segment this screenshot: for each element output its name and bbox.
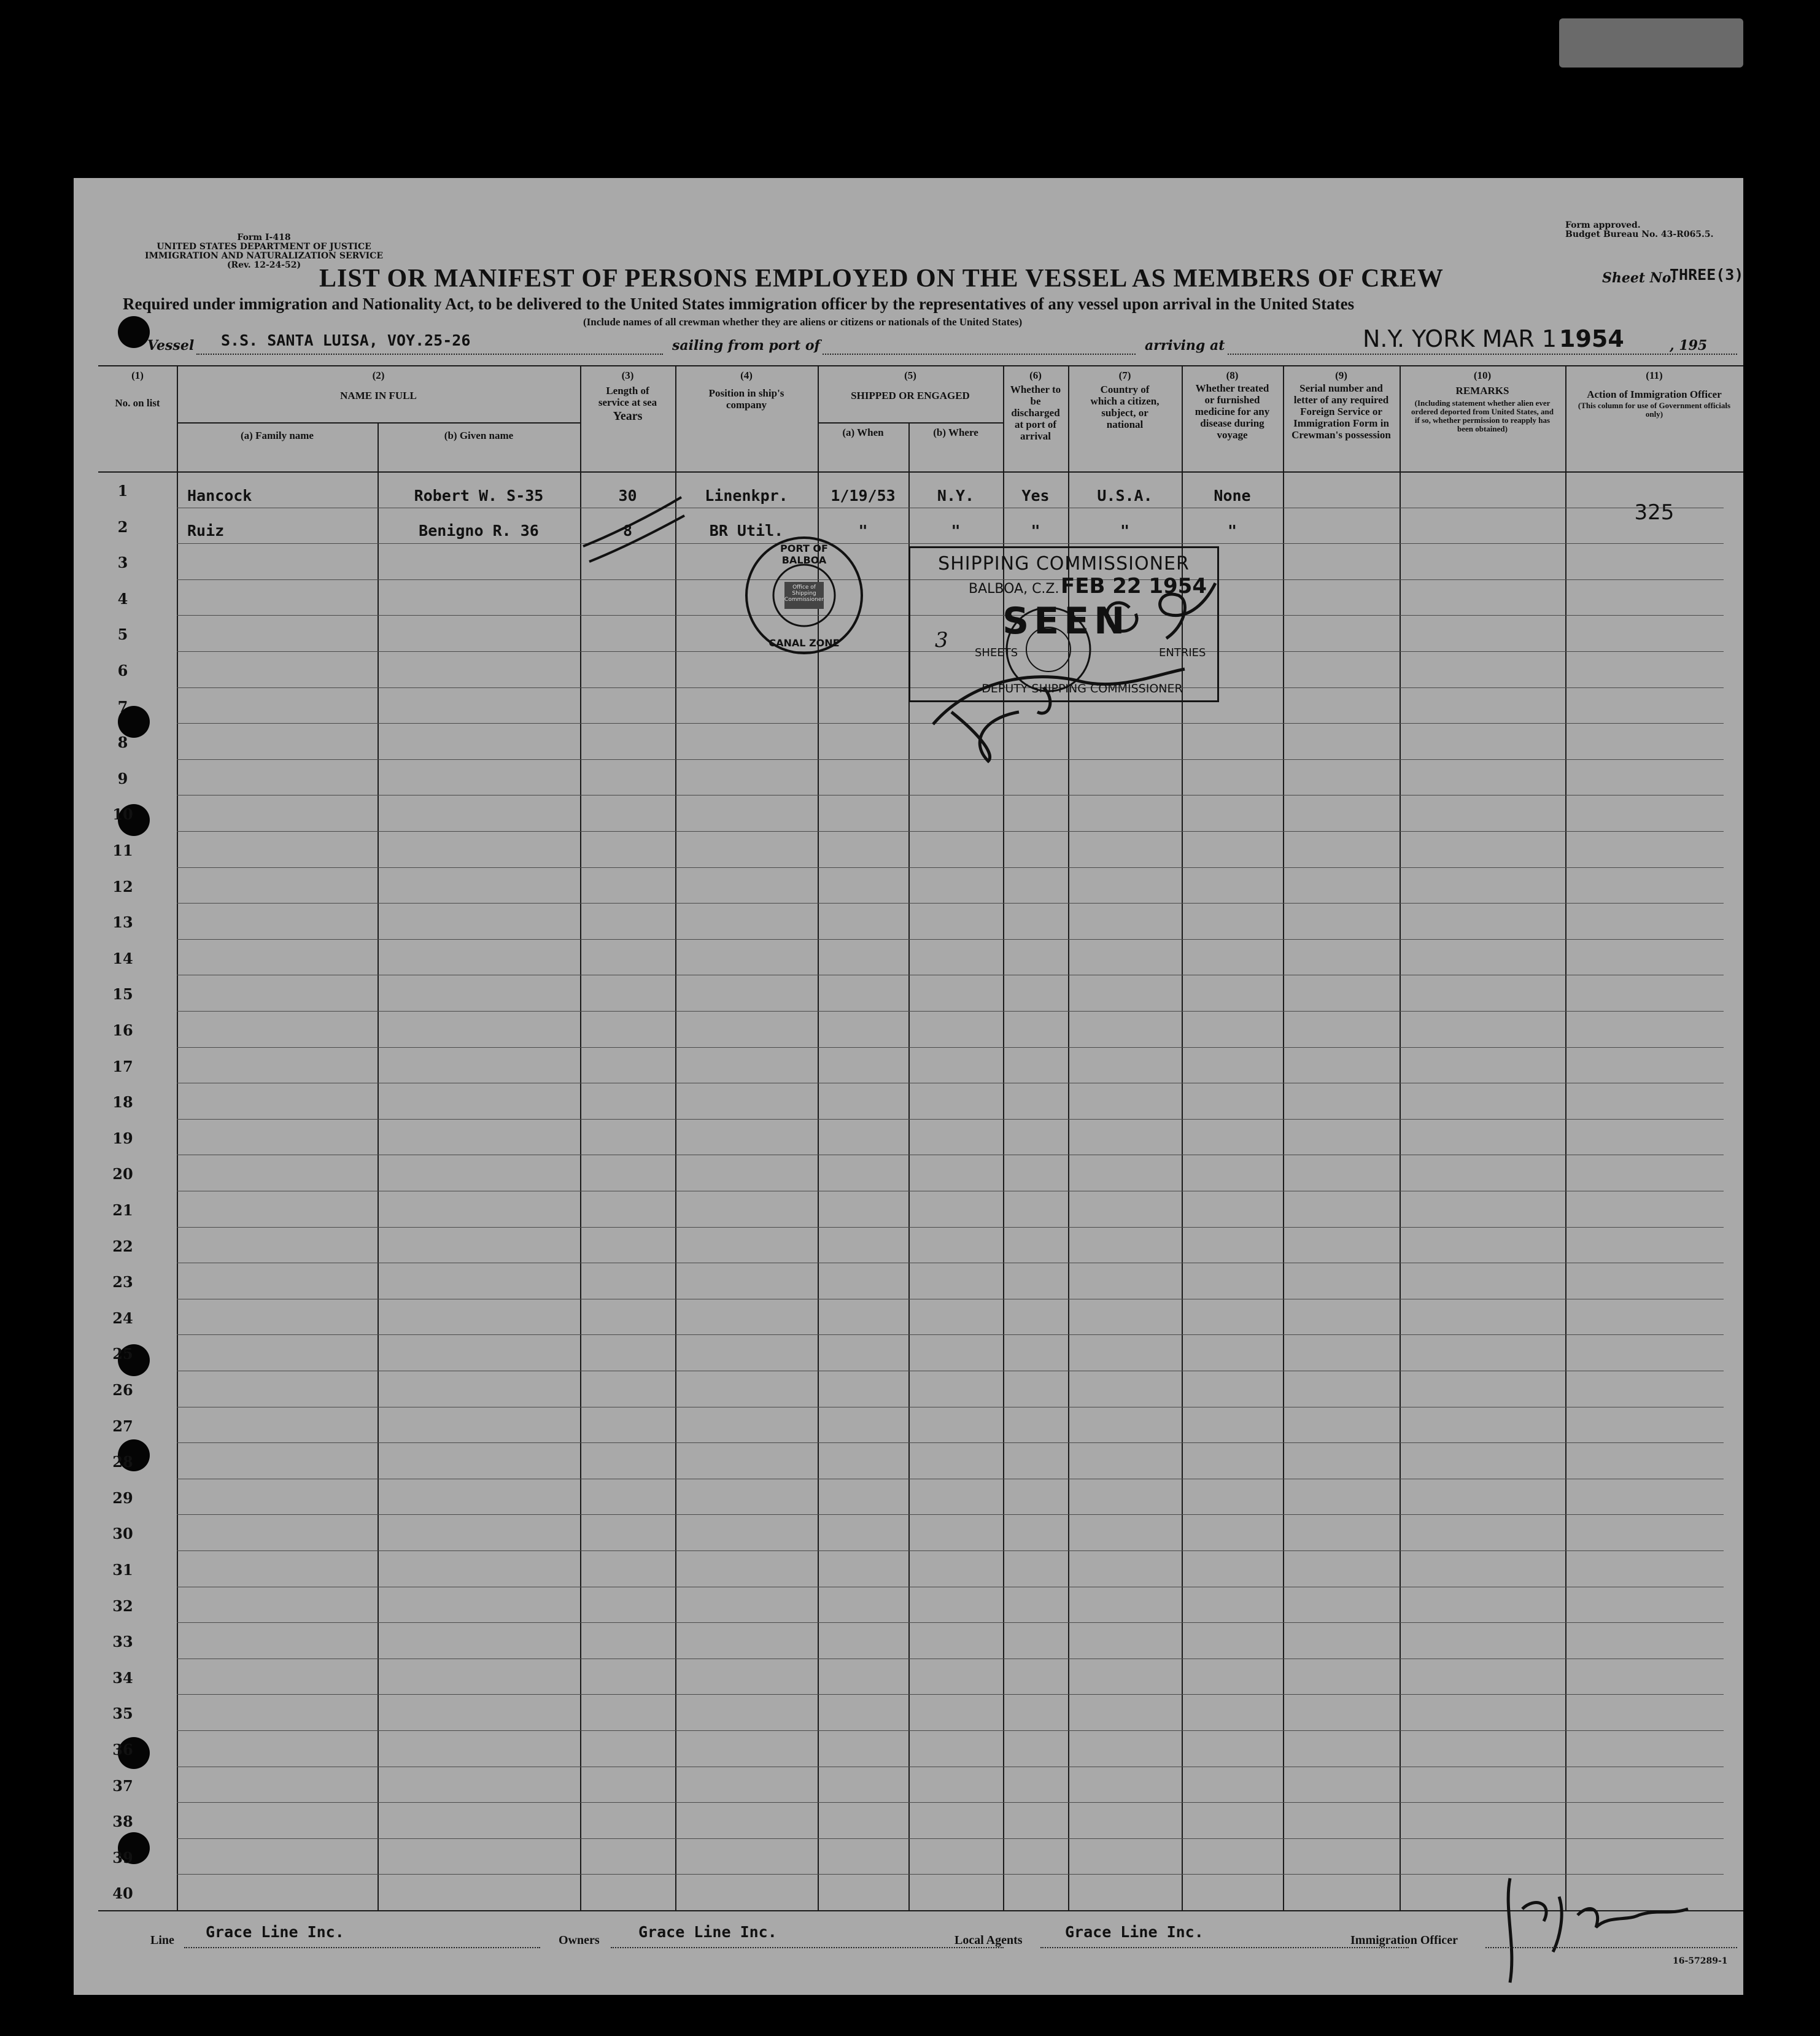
years-cell: 8 bbox=[622, 522, 633, 540]
row-rule bbox=[177, 543, 1724, 544]
col4-number: (4) bbox=[740, 370, 753, 381]
col5-number: (5) bbox=[904, 370, 916, 381]
port-of-balboa-seal bbox=[743, 534, 865, 657]
row-number: 11 bbox=[112, 842, 133, 859]
row-rule bbox=[177, 1442, 1724, 1443]
row-number: 37 bbox=[112, 1777, 133, 1795]
col4-header bbox=[675, 370, 818, 411]
row-number: 29 bbox=[112, 1489, 133, 1507]
position-cell: BR Util. bbox=[709, 522, 784, 540]
row-number: 1 bbox=[117, 482, 128, 500]
col9-number: (9) bbox=[1335, 370, 1347, 381]
row-rule bbox=[177, 1119, 1724, 1120]
row-rule bbox=[177, 831, 1724, 832]
approval-block bbox=[1565, 221, 1737, 239]
row-number: 21 bbox=[112, 1201, 133, 1219]
position-cell: Linenkpr. bbox=[705, 487, 788, 505]
family-name-cell: Ruiz bbox=[187, 522, 225, 540]
row-number: 10 bbox=[112, 805, 133, 823]
arrival-year-stamp: 1954 bbox=[1559, 325, 1624, 352]
row-rule bbox=[177, 1047, 1724, 1048]
arrival-port-date-stamp: N.Y. YORK MAR 1 bbox=[1363, 325, 1557, 352]
vessel-value: S.S. SANTA LUISA, VOY.25-26 bbox=[221, 331, 471, 349]
vessel-label: Vessel bbox=[147, 338, 195, 354]
col1-number: (1) bbox=[131, 370, 144, 381]
owners-underline bbox=[611, 1947, 1004, 1948]
department-name: UNITED STATES DEPARTMENT OF JUSTICE bbox=[157, 242, 371, 252]
row-number: 19 bbox=[112, 1129, 133, 1147]
col2b-header: (b) Given name bbox=[444, 430, 514, 441]
row-number: 22 bbox=[112, 1237, 133, 1255]
col11-label: Action of Immigration Officer bbox=[1587, 389, 1722, 400]
scan-artifact bbox=[1559, 18, 1743, 68]
row-number: 23 bbox=[112, 1273, 133, 1291]
col10-label: REMARKS bbox=[1455, 385, 1509, 397]
row-rule bbox=[177, 1694, 1724, 1695]
col4-label: Position in ship's company bbox=[708, 387, 784, 411]
sheet-number-label: Sheet No. bbox=[1602, 270, 1676, 286]
row-number: 3 bbox=[117, 554, 128, 571]
row-number: 18 bbox=[112, 1093, 133, 1111]
col9-header bbox=[1283, 370, 1400, 441]
row-number: 30 bbox=[112, 1525, 133, 1542]
col1-header bbox=[98, 370, 177, 409]
col7-label: Country of which a citizen, subject, or national bbox=[1090, 384, 1160, 430]
row-number: 28 bbox=[112, 1453, 133, 1471]
col5a-header: (a) When bbox=[842, 427, 884, 438]
col3-unit: Years bbox=[613, 409, 643, 423]
discharge-cell: Yes bbox=[1021, 487, 1050, 505]
col3-header bbox=[580, 370, 675, 422]
local-agents-label: Local Agents bbox=[955, 1933, 1023, 1947]
row-rule bbox=[177, 1514, 1724, 1515]
given-name-cell: Robert W. S-35 bbox=[414, 487, 544, 505]
seal-center-text: Office of Shipping Commissioner bbox=[784, 584, 824, 603]
col-border bbox=[177, 365, 178, 1910]
col5-header bbox=[818, 370, 1003, 401]
form-title: LIST OR MANIFEST OF PERSONS EMPLOYED ON THE VESSEL AS MEMBERS OF CREW bbox=[319, 265, 1444, 293]
row-number: 32 bbox=[112, 1597, 133, 1615]
table-top-border bbox=[98, 365, 1743, 366]
header-bottom-border bbox=[98, 471, 1743, 473]
col-border bbox=[580, 365, 581, 1910]
row-number: 24 bbox=[112, 1309, 133, 1327]
row-number: 9 bbox=[117, 770, 128, 788]
row-number: 35 bbox=[112, 1705, 133, 1722]
immigration-officer-label: Immigration Officer bbox=[1350, 1933, 1458, 1947]
commissioner-count: 3 bbox=[935, 628, 948, 652]
arriving-underline bbox=[1228, 354, 1737, 355]
vessel-underline bbox=[196, 354, 663, 355]
arriving-label: arriving at bbox=[1145, 338, 1225, 354]
col3-label: Length of service at sea bbox=[598, 385, 657, 408]
family-name-cell: Hancock bbox=[187, 487, 252, 505]
row-number: 38 bbox=[112, 1813, 133, 1830]
shipped-when-cell: 1/19/53 bbox=[831, 487, 896, 505]
col7-number: (7) bbox=[1118, 370, 1131, 381]
row-rule bbox=[177, 1838, 1724, 1839]
col8-header bbox=[1182, 370, 1283, 441]
row-rule bbox=[177, 1227, 1724, 1228]
row-rule bbox=[177, 1550, 1724, 1551]
col-border bbox=[378, 422, 379, 1910]
row-number: 17 bbox=[112, 1058, 133, 1075]
country-cell: " bbox=[1120, 522, 1130, 540]
seal-top-text: PORT OF BALBOA bbox=[780, 543, 828, 566]
row-number: 2 bbox=[117, 518, 128, 536]
row-number: 34 bbox=[112, 1669, 133, 1687]
form-revision: (Rev. 12-24-52) bbox=[227, 260, 301, 270]
row-rule bbox=[177, 939, 1724, 940]
col10-number: (10) bbox=[1473, 370, 1492, 381]
row-rule bbox=[177, 1011, 1724, 1012]
col-border bbox=[675, 365, 676, 1910]
medicine-cell: None bbox=[1214, 487, 1251, 505]
shipped-where-cell: N.Y. bbox=[937, 487, 975, 505]
row-number: 27 bbox=[112, 1417, 133, 1435]
row-rule bbox=[177, 1730, 1724, 1731]
row-number: 6 bbox=[117, 662, 128, 679]
row-number: 15 bbox=[112, 985, 133, 1003]
sailing-port-underline bbox=[823, 354, 1136, 355]
commissioner-seen: SEEN bbox=[1002, 600, 1130, 643]
line-underline bbox=[184, 1947, 540, 1948]
approval-line-1: Form approved. bbox=[1565, 220, 1641, 230]
commissioner-title: SHIPPING COMMISSIONER bbox=[938, 553, 1190, 575]
col10-header bbox=[1400, 370, 1565, 433]
row-number: 5 bbox=[117, 625, 128, 643]
commissioner-place: BALBOA, C.Z. bbox=[969, 581, 1059, 597]
line-value: Grace Line Inc. bbox=[206, 1923, 344, 1941]
shipped-where-cell: " bbox=[951, 522, 961, 540]
col5b-header: (b) Where bbox=[933, 427, 978, 438]
form-instructions: (Include names of all crewman whether they are aliens or citizens or nationals of the United States) bbox=[583, 316, 1023, 328]
col5-label: SHIPPED OR ENGAGED bbox=[851, 390, 970, 401]
owners-label: Owners bbox=[559, 1933, 600, 1947]
subheader-shipped-rule bbox=[818, 422, 1003, 424]
sheet-number-value: THREE(3) bbox=[1670, 266, 1743, 284]
row-number: 39 bbox=[112, 1849, 133, 1867]
row-number: 8 bbox=[117, 734, 128, 751]
line-label: Line bbox=[150, 1933, 174, 1947]
row-number: 14 bbox=[112, 950, 133, 967]
seal-bottom-text: CANAL ZONE bbox=[769, 637, 840, 649]
commissioner-entries-label: ENTRIES bbox=[1159, 646, 1206, 659]
service-name: IMMIGRATION AND NATURALIZATION SERVICE bbox=[145, 251, 383, 261]
row-number: 4 bbox=[117, 590, 128, 608]
manifest-sheet bbox=[74, 178, 1743, 1995]
shipped-when-cell: " bbox=[858, 522, 868, 540]
form-number: Form I-418 bbox=[237, 233, 291, 242]
row-number: 12 bbox=[112, 878, 133, 896]
col6-label: Whether to be discharged at port of arrival bbox=[1010, 384, 1061, 442]
officer-action-cell: 325 bbox=[1634, 500, 1675, 525]
col7-header bbox=[1068, 370, 1182, 430]
row-number: 36 bbox=[112, 1741, 133, 1759]
commissioner-signature bbox=[896, 571, 1240, 773]
row-number: 20 bbox=[112, 1165, 133, 1183]
punch-hole bbox=[118, 316, 150, 348]
commissioner-footer: DEPUTY SHIPPING COMMISSIONER bbox=[982, 682, 1183, 695]
col2-header bbox=[177, 370, 580, 401]
print-code: 16-57289-1 bbox=[1673, 1956, 1728, 1966]
col11-number: (11) bbox=[1646, 370, 1663, 381]
immigration-officer-signature bbox=[1485, 1872, 1706, 1989]
given-name-cell: Benigno R. 36 bbox=[419, 522, 539, 540]
sailing-port-label: sailing from port of bbox=[672, 338, 821, 354]
medicine-cell: " bbox=[1227, 522, 1237, 540]
col-border bbox=[1283, 365, 1284, 1910]
col11-note: (This column for use of Government officials only) bbox=[1578, 401, 1731, 419]
discharge-cell: " bbox=[1031, 522, 1040, 540]
row-number: 33 bbox=[112, 1633, 133, 1651]
row-rule bbox=[177, 903, 1724, 904]
col9-label: Serial number and letter of any required Foreign Service or Immigration Form in Crewman's possession bbox=[1291, 382, 1391, 441]
row-number: 25 bbox=[112, 1345, 133, 1363]
col8-label: Whether treated or furnished medicine for any disease during voyage bbox=[1195, 382, 1270, 441]
row-number: 26 bbox=[112, 1381, 133, 1399]
row-rule bbox=[177, 867, 1724, 868]
row-number: 16 bbox=[112, 1021, 133, 1039]
form-subtitle: Required under immigration and Nationality Act, to be delivered to the United States immigration officer by the representatives of any vessel upon arrival in the United States bbox=[123, 295, 1355, 313]
col6-number: (6) bbox=[1029, 370, 1042, 381]
row-number: 40 bbox=[112, 1884, 133, 1902]
col3-number: (3) bbox=[621, 370, 634, 381]
row-rule bbox=[177, 1334, 1724, 1335]
row-number: 7 bbox=[117, 698, 128, 716]
row-number: 13 bbox=[112, 913, 133, 931]
col8-number: (8) bbox=[1226, 370, 1239, 381]
col11-header bbox=[1565, 370, 1743, 419]
owners-value: Grace Line Inc. bbox=[638, 1923, 777, 1941]
approval-line-2: Budget Bureau No. 43-R065.5. bbox=[1565, 230, 1714, 239]
row-rule bbox=[177, 1622, 1724, 1623]
country-cell: U.S.A. bbox=[1097, 487, 1153, 505]
col2-number: (2) bbox=[372, 370, 385, 381]
row-rule bbox=[177, 1802, 1724, 1803]
col6-header bbox=[1003, 370, 1068, 442]
years-cell: 30 bbox=[618, 487, 637, 505]
row-number: 31 bbox=[112, 1561, 133, 1579]
commissioner-date: FEB 22 1954 bbox=[1061, 574, 1207, 598]
col2-label: NAME IN FULL bbox=[340, 390, 417, 401]
col1-label: No. on list bbox=[115, 397, 160, 409]
col-border bbox=[1400, 365, 1401, 1910]
local-agents-value: Grace Line Inc. bbox=[1065, 1923, 1204, 1941]
commissioner-sheets-label: SHEETS bbox=[975, 646, 1018, 659]
col10-note: (Including statement whether alien ever ordered deported from United States, and if so, whether permission to reapply has been obtained) bbox=[1411, 398, 1554, 433]
pen-strikethrough bbox=[577, 491, 687, 565]
year-label: , 195 bbox=[1670, 338, 1708, 354]
col-border bbox=[1565, 365, 1566, 1910]
col2a-header: (a) Family name bbox=[241, 430, 314, 441]
immigration-officer-underline bbox=[1485, 1947, 1737, 1948]
